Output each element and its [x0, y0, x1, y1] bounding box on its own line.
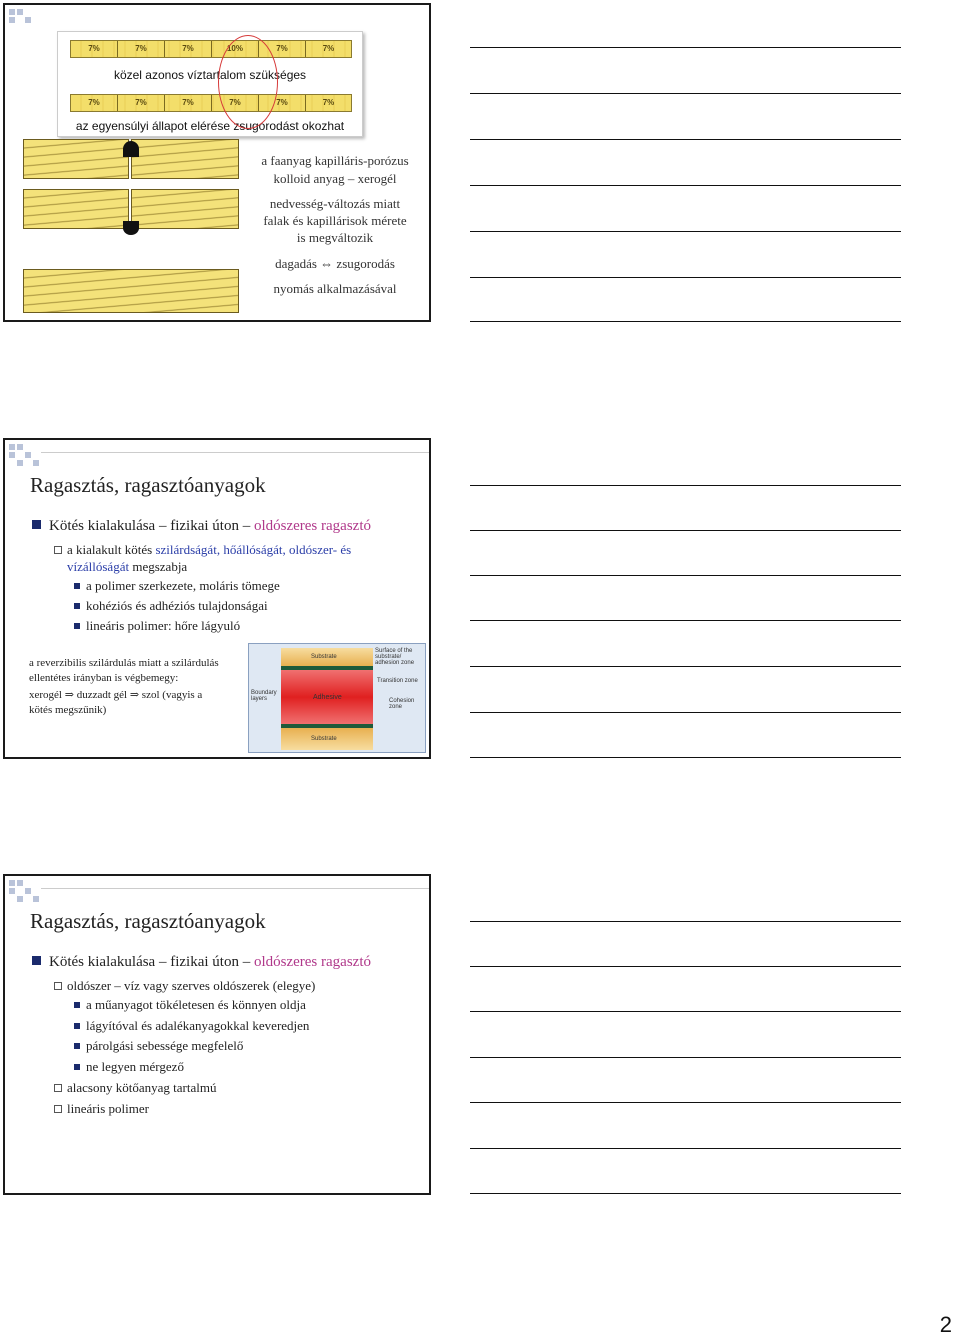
board-middle-right [131, 189, 239, 229]
hollow-square-icon [54, 1105, 62, 1113]
sub-bullet: a kialakult kötés szilárdságát, hőállóságát, oldószer- és vízállóságát megszabja [54, 541, 407, 575]
slide-title: Ragasztás, ragasztóanyagok [30, 909, 266, 933]
bullet-square-icon [32, 520, 41, 529]
strip-cell: 7% [71, 95, 118, 111]
sub-bullet: lineáris polimer [54, 1100, 149, 1117]
strip-cell: 7% [118, 95, 165, 111]
moisture-diagram-panel [57, 31, 363, 137]
substrate-bottom-label: Substrate [311, 736, 337, 742]
bottom-strip-caption: az egyensúlyi állapot elérése zsugorodást okozhat [75, 119, 345, 133]
joint-illustration [23, 139, 241, 319]
sub-sub-bullet: a polimer szerkezete, moláris tömege [74, 578, 280, 594]
boundary-layers-label: Boundary layers [251, 690, 277, 702]
slide-title: Ragasztás, ragasztóanyagok [30, 473, 266, 497]
strip-cell: 7% [118, 41, 165, 57]
small-square-icon [74, 603, 80, 609]
strip-cell: 7% [212, 95, 259, 111]
slide-1 [3, 3, 431, 322]
bullet-square-icon [32, 956, 41, 965]
adhesive-label: Adhesive [313, 694, 342, 701]
strip-cell: 7% [165, 41, 212, 57]
board-middle-left [23, 189, 129, 229]
sub-sub-bullet: ne legyen mérgező [74, 1059, 184, 1075]
cohesion-zone-label: Cohesion zone [389, 698, 415, 710]
wood-text-6: dagadás ⇔ zsugorodás [275, 256, 395, 271]
sub-sub-bullet: kohéziós és adhéziós tulajdonságai [74, 598, 268, 614]
slide-3 [3, 874, 431, 1195]
small-square-icon [74, 1064, 80, 1070]
strip-cell: 7% [165, 95, 212, 111]
wood-text-4: falak és kapillárisok mérete [263, 213, 407, 228]
joint-mark [123, 221, 139, 235]
strip-cell: 7% [322, 98, 335, 107]
highlight-circle [218, 35, 278, 129]
small-square-icon [74, 583, 80, 589]
title-underline [41, 452, 429, 453]
strip-cell: 7% [259, 41, 306, 57]
wood-strip-top [70, 40, 352, 58]
page-number: 2 [939, 1312, 952, 1337]
strip-cell: 7% [322, 44, 335, 53]
main-bullet: Kötés kialakulása – fizikai úton – oldószeres ragasztó [32, 954, 371, 971]
wood-strip-bottom [70, 94, 352, 112]
board-bottom [23, 269, 239, 313]
sub-bullet: oldószer – víz vagy szerves oldószerek (elegye) [54, 977, 315, 994]
strip-cell: 7% [71, 41, 118, 57]
small-square-icon [74, 623, 80, 629]
top-strip-caption: közel azonos víztartalom szükséges [113, 68, 307, 82]
small-square-icon [74, 1023, 80, 1029]
sub-sub-bullet: lágyítóval és adalékanyagokkal keveredjen [74, 1018, 309, 1034]
joint-mark [123, 141, 139, 157]
transition-zone-label: Transition zone [377, 678, 418, 684]
wood-text-3: nedvesség-változás miatt [269, 196, 401, 211]
sub-bullet: alacsony kötőanyag tartalmú [54, 1079, 216, 1096]
wood-text-5: is megváltozik [296, 230, 374, 245]
wood-text-1: a faanyag kapilláris-porózus [261, 153, 409, 168]
sub-sub-bullet: a műanyagot tökéletesen és könnyen oldja [74, 997, 306, 1013]
reversibility-note: a reverzibilis szilárdulás miatt a szilárdulás ellentétes irányban is végbemegy: xerogél ⇒ duzzadt gél ⇒ szol (vagyis a kötés megszűnik) [29, 657, 219, 716]
wood-text-7: nyomás alkalmazásával [273, 281, 397, 296]
hollow-square-icon [54, 546, 62, 554]
substrate-top-label: Substrate [311, 654, 337, 660]
slide-2 [3, 438, 431, 759]
wood-text-2: kolloid anyag – xerogél [273, 171, 397, 186]
board-top-left [23, 139, 129, 179]
hollow-square-icon [54, 1084, 62, 1092]
board-top-right [131, 139, 239, 179]
surface-label: Surface of the substrate/ adhesion zone [375, 648, 415, 666]
sub-sub-bullet: lineáris polimer: hőre lágyuló [74, 618, 240, 634]
title-underline [41, 888, 429, 889]
small-square-icon [74, 1043, 80, 1049]
adhesion-zones-diagram [248, 643, 426, 753]
strip-cell: 7% [259, 95, 306, 111]
sub-sub-bullet: párolgási sebessége megfelelő [74, 1038, 243, 1054]
hollow-square-icon [54, 982, 62, 990]
strip-cell: 10% [212, 41, 259, 57]
small-square-icon [74, 1002, 80, 1008]
main-bullet: Kötés kialakulása – fizikai úton – oldószeres ragasztó [32, 518, 371, 535]
